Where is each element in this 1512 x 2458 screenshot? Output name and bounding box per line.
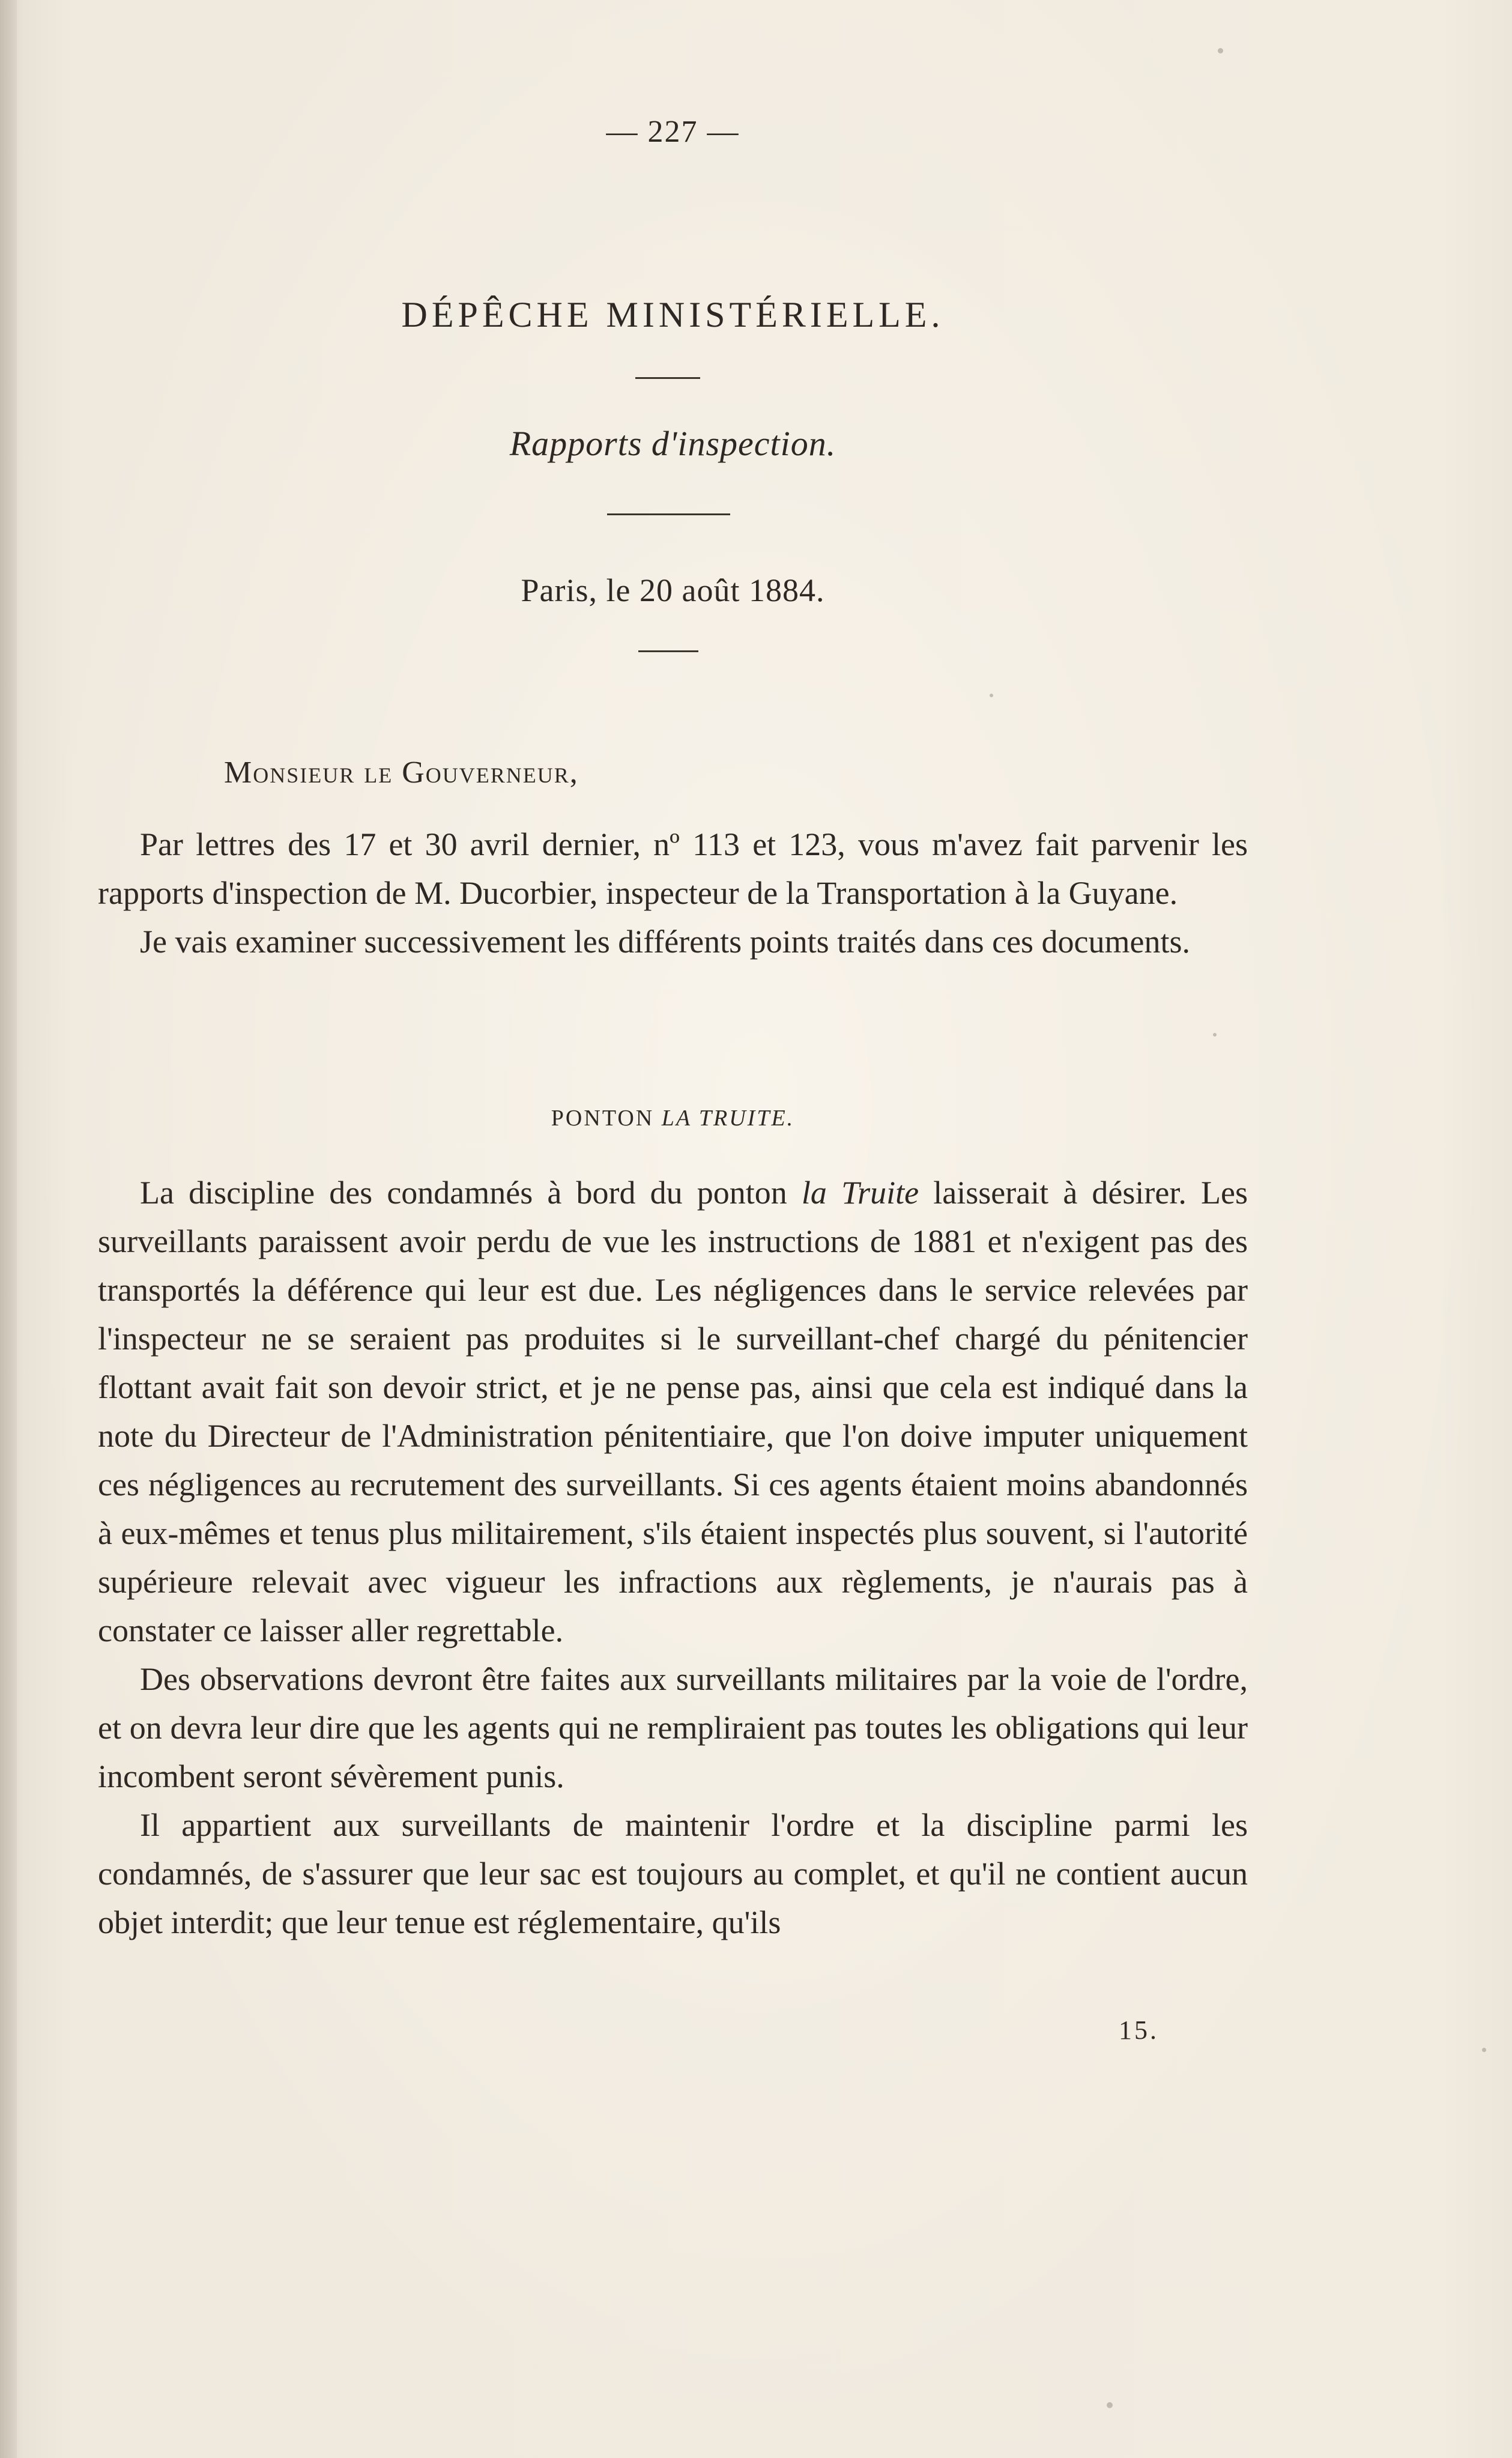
signature-mark: 15. bbox=[1119, 2015, 1159, 2045]
body-paragraph-1-start: La discipline des condamnés à bord du ponton bbox=[140, 1175, 802, 1211]
dateline-rule bbox=[638, 650, 698, 652]
intro-paragraph-2: Je vais examiner successivement les différents points traités dans ces documents. bbox=[140, 924, 1191, 960]
section-heading-prefix: PONTON bbox=[551, 1106, 655, 1131]
body-paragraph-1-rest: laisserait à désirer. Les surveillants paraissent avoir perdu de vue les instructions de 1881 et n'exigent pas des transportés la déférence qui leur est due. Les négligences dans le service relevées par l'inspecteur ne se seraient pas produites si le surveillant-chef chargé du pénitencier flottant avait fait son devoir strict, et je ne pense pas, ainsi que cela est indiqué dans la note du Directeur de l'Administration pénitentiaire, que l'on doive imputer uniquement ces négligences au recrutement des surveillants. Si ces agents étaient moins abandonnés à eux-mêmes et tenus plus militairement, s'ils étaient inspectés plus souvent, si l'autorité supérieure relevait avec vigueur les infractions aux règlements, je n'aurais pas à constater ce laisser aller regrettable. bbox=[98, 1175, 1248, 1648]
body-paragraph-2: Des observations devront être faites aux surveillants militaires par la voie de l'ordre, et on devra leur dire que les agents qui ne rempliraient pas toutes les obligations qui leur incombent seront sévèrement punis. bbox=[98, 1661, 1248, 1794]
document-title: DÉPÊCHE MINISTÉRIELLE. bbox=[401, 295, 945, 334]
paper-speck bbox=[1218, 48, 1223, 53]
body-paragraph-1 bbox=[98, 1169, 1248, 1655]
intro-text bbox=[98, 820, 1248, 966]
paper-speck bbox=[990, 694, 993, 697]
paper-speck bbox=[1213, 1033, 1217, 1037]
section-heading-name: LA TRUITE. bbox=[661, 1106, 795, 1131]
paper-speck bbox=[1107, 2402, 1113, 2408]
paper-speck bbox=[1482, 2048, 1486, 2052]
section-heading bbox=[98, 1105, 1248, 1131]
body-text bbox=[98, 1169, 1248, 1947]
intro-paragraph-1: Par lettres des 17 et 30 avril dernier, nº 113 et 123, vous m'avez fait parvenir les rapports d'inspection de M. Ducorbier, inspecteur de la Transportation à la Guyane. bbox=[98, 826, 1248, 911]
subtitle-rule bbox=[607, 513, 730, 515]
binding-edge bbox=[0, 0, 17, 2458]
body-paragraph-3: Il appartient aux surveillants de maintenir l'ordre et la discipline parmi les condamnés, de s'assurer que leur sac est toujours au complet, et qu'il ne contient aucun objet interdit; que leur tenue est réglementaire, qu'ils bbox=[98, 1807, 1248, 1940]
document-subtitle: Rapports d'inspection. bbox=[509, 424, 836, 463]
salutation bbox=[224, 755, 579, 790]
title-rule bbox=[635, 377, 700, 379]
dateline: Paris, le 20 août 1884. bbox=[521, 572, 825, 608]
salutation-text: Monsieur le Gouverneur, bbox=[224, 755, 579, 790]
ship-name: la Truite bbox=[801, 1175, 919, 1211]
page-number: — 227 — bbox=[606, 115, 740, 149]
